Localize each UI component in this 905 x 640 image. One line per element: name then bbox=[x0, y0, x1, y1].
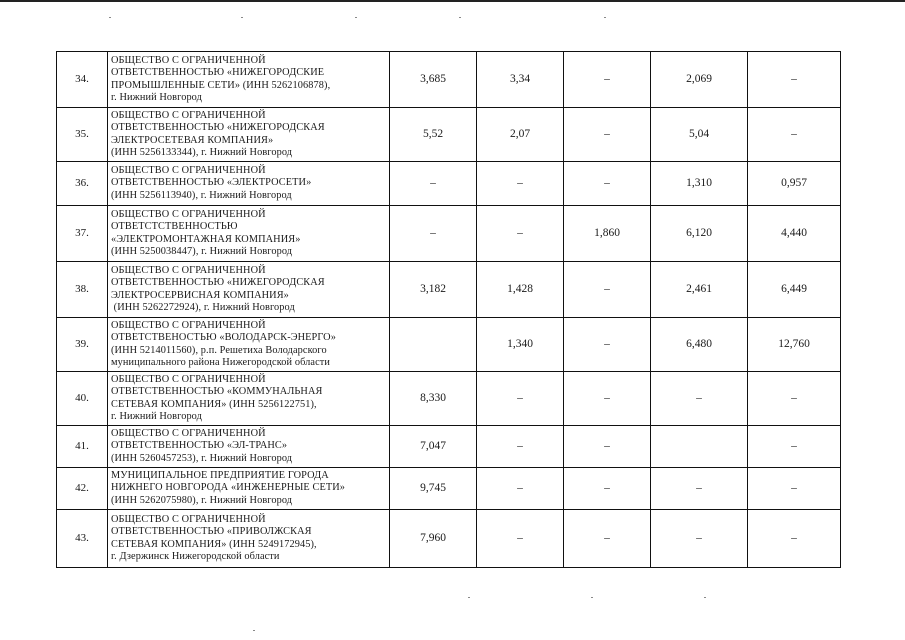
scan-speck bbox=[253, 630, 255, 631]
value-cell-5: 6,449 bbox=[748, 262, 841, 318]
value-cell-2: – bbox=[477, 426, 564, 468]
value-cell-5: – bbox=[748, 52, 841, 108]
value-cell-2: 3,34 bbox=[477, 52, 564, 108]
value-cell-2: 2,07 bbox=[477, 108, 564, 162]
organization-name-line: СЕТЕВАЯ КОМПАНИЯ» (ИНН 5249172945), bbox=[111, 538, 317, 550]
organization-name-line: (ИНН 5262075980), г. Нижний Новгород bbox=[111, 494, 293, 506]
scan-speck bbox=[241, 17, 243, 18]
scan-speck bbox=[109, 17, 111, 18]
value-cell-4: 1,310 bbox=[651, 162, 748, 206]
value-cell-1: 5,52 bbox=[390, 108, 477, 162]
organization-name-line: ОТВЕТСТВЕННОСТЬЮ «ЭЛЕКТРОСЕТИ» bbox=[111, 177, 312, 189]
value-cell-1 bbox=[390, 318, 477, 372]
page-top-border bbox=[0, 0, 905, 2]
value-cell-3: – bbox=[564, 468, 651, 510]
organization-name-line: ОТВЕТСТВЕННОСТЬЮ «КОММУНАЛЬНАЯ bbox=[111, 386, 323, 398]
value-cell-4 bbox=[651, 426, 748, 468]
organization-name-line: ОТВЕТСТСТВЕННОСТЬЮ bbox=[111, 221, 238, 233]
organization-name bbox=[108, 468, 390, 510]
row-number: 37. bbox=[57, 206, 108, 262]
organization-name-line: ОБЩЕСТВО С ОГРАНИЧЕННОЙ bbox=[111, 165, 266, 177]
row-number: 43. bbox=[57, 510, 108, 568]
value-cell-1: 8,330 bbox=[390, 372, 477, 426]
value-cell-5: 0,957 bbox=[748, 162, 841, 206]
organization-name bbox=[108, 162, 390, 206]
organization-name-line: ОБЩЕСТВО С ОГРАНИЧЕННОЙ bbox=[111, 374, 266, 386]
organization-name-line: ОБЩЕСТВО С ОГРАНИЧЕННОЙ bbox=[111, 265, 266, 277]
value-cell-2: 1,340 bbox=[477, 318, 564, 372]
value-cell-1: 9,745 bbox=[390, 468, 477, 510]
value-cell-5: 4,440 bbox=[748, 206, 841, 262]
organization-name-line: ЭЛЕКТРОСЕТЕВАЯ КОМПАНИЯ» bbox=[111, 134, 274, 146]
organization-name-line: г. Дзержинск Нижегородской области bbox=[111, 550, 280, 562]
value-cell-4: 6,120 bbox=[651, 206, 748, 262]
value-cell-3: – bbox=[564, 426, 651, 468]
organization-name-line: НИЖНЕГО НОВГОРОДА «ИНЖЕНЕРНЫЕ СЕТИ» bbox=[111, 482, 346, 494]
organization-name-line: ЭЛЕКТРОСЕРВИСНАЯ КОМПАНИЯ» bbox=[111, 289, 289, 301]
value-cell-3: – bbox=[564, 108, 651, 162]
value-cell-5: 12,760 bbox=[748, 318, 841, 372]
value-cell-1: 7,047 bbox=[390, 426, 477, 468]
organization-name-line: ОБЩЕСТВО С ОГРАНИЧЕННОЙ bbox=[111, 55, 266, 67]
value-cell-2: – bbox=[477, 162, 564, 206]
table-row bbox=[57, 426, 841, 468]
value-cell-5: – bbox=[748, 468, 841, 510]
value-cell-3: – bbox=[564, 162, 651, 206]
organization-name bbox=[108, 318, 390, 372]
scan-speck bbox=[704, 597, 706, 598]
table-row bbox=[57, 162, 841, 206]
row-number: 40. bbox=[57, 372, 108, 426]
table-row bbox=[57, 318, 841, 372]
scan-speck bbox=[459, 17, 461, 18]
value-cell-4: – bbox=[651, 372, 748, 426]
organization-name-line: МУНИЦИПАЛЬНОЕ ПРЕДПРИЯТИЕ ГОРОДА bbox=[111, 470, 329, 482]
organization-name-line: ОТВЕТСТВЕННОСТЬЮ «НИЖЕГОРОДСКИЕ bbox=[111, 67, 325, 79]
value-cell-2: – bbox=[477, 468, 564, 510]
organization-name-line: «ЭЛЕКТРОМОНТАЖНАЯ КОМПАНИЯ» bbox=[111, 233, 301, 245]
organization-name bbox=[108, 510, 390, 568]
value-cell-4: 2,461 bbox=[651, 262, 748, 318]
organization-name-line: ОТВЕТСТВЕННОСТЬЮ «НИЖЕГОРОДСКАЯ bbox=[111, 277, 325, 289]
organization-name-line: ОТВЕТСТВЕННОСТЬЮ «НИЖЕГОРОДСКАЯ bbox=[111, 122, 325, 134]
scan-speck bbox=[604, 17, 606, 18]
organization-name-line: (ИНН 5260457253), г. Нижний Новгород bbox=[111, 452, 293, 464]
row-number: 41. bbox=[57, 426, 108, 468]
table-row bbox=[57, 468, 841, 510]
organization-name bbox=[108, 52, 390, 108]
table-row bbox=[57, 262, 841, 318]
value-cell-5: – bbox=[748, 510, 841, 568]
organization-name bbox=[108, 372, 390, 426]
value-cell-3: – bbox=[564, 372, 651, 426]
organization-name-line: ОБЩЕСТВО С ОГРАНИЧЕННОЙ bbox=[111, 110, 266, 122]
organization-name bbox=[108, 108, 390, 162]
organization-name-line: (ИНН 5250038447), г. Нижний Новгород bbox=[111, 245, 293, 257]
organization-name-line: г. Нижний Новгород bbox=[111, 91, 202, 103]
organization-name bbox=[108, 262, 390, 318]
organization-name-line: ОБЩЕСТВО С ОГРАНИЧЕННОЙ bbox=[111, 209, 266, 221]
organizations-table bbox=[56, 51, 841, 568]
row-number: 36. bbox=[57, 162, 108, 206]
organization-name-line: (ИНН 5256113940), г. Нижний Новгород bbox=[111, 189, 292, 201]
value-cell-2: – bbox=[477, 510, 564, 568]
row-number: 39. bbox=[57, 318, 108, 372]
scan-speck bbox=[591, 597, 593, 598]
organization-name-line: ОТВЕТСТВЕНОСТЬЮ «ВОЛОДАРСК-ЭНЕРГО» bbox=[111, 332, 336, 344]
value-cell-3: – bbox=[564, 318, 651, 372]
value-cell-1: 3,685 bbox=[390, 52, 477, 108]
organization-name-line: (ИНН 5262272924), г. Нижний Новгород bbox=[111, 301, 295, 313]
table-row bbox=[57, 206, 841, 262]
value-cell-3: – bbox=[564, 262, 651, 318]
value-cell-2: – bbox=[477, 206, 564, 262]
value-cell-5: – bbox=[748, 108, 841, 162]
table-row bbox=[57, 372, 841, 426]
organization-name-line: муниципального района Нижегородской области bbox=[111, 356, 330, 368]
organization-name-line: СЕТЕВАЯ КОМПАНИЯ» (ИНН 5256122751), bbox=[111, 398, 317, 410]
organization-name-line: (ИНН 5214011560), р.п. Решетиха Володарского bbox=[111, 344, 327, 356]
row-number: 35. bbox=[57, 108, 108, 162]
table-row bbox=[57, 52, 841, 108]
value-cell-4: 2,069 bbox=[651, 52, 748, 108]
organization-name-line: ОБЩЕСТВО С ОГРАНИЧЕННОЙ bbox=[111, 320, 266, 332]
table-body bbox=[57, 52, 841, 568]
value-cell-3: 1,860 bbox=[564, 206, 651, 262]
value-cell-5: – bbox=[748, 372, 841, 426]
organization-name-line: г. Нижний Новгород bbox=[111, 410, 202, 422]
organization-name bbox=[108, 206, 390, 262]
row-number: 38. bbox=[57, 262, 108, 318]
value-cell-4: 6,480 bbox=[651, 318, 748, 372]
organization-name-line: ОБЩЕСТВО С ОГРАНИЧЕННОЙ bbox=[111, 514, 266, 526]
value-cell-4: – bbox=[651, 510, 748, 568]
organization-name-line: ОТВЕТСТВЕННОСТЬЮ «ЭЛ-ТРАНС» bbox=[111, 440, 288, 452]
value-cell-1: – bbox=[390, 206, 477, 262]
value-cell-2: – bbox=[477, 372, 564, 426]
organization-name-line: ОБЩЕСТВО С ОГРАНИЧЕННОЙ bbox=[111, 428, 266, 440]
scan-speck bbox=[355, 17, 357, 18]
value-cell-1: 3,182 bbox=[390, 262, 477, 318]
table-row bbox=[57, 510, 841, 568]
organization-name-line: ПРОМЫШЛЕННЫЕ СЕТИ» (ИНН 5262106878), bbox=[111, 79, 331, 91]
value-cell-3: – bbox=[564, 510, 651, 568]
table-row bbox=[57, 108, 841, 162]
row-number: 34. bbox=[57, 52, 108, 108]
organization-name bbox=[108, 426, 390, 468]
value-cell-2: 1,428 bbox=[477, 262, 564, 318]
organization-name-line: (ИНН 5256133344), г. Нижний Новгород bbox=[111, 146, 293, 158]
organization-name-line: ОТВЕТСТВЕННОСТЬЮ «ПРИВОЛЖСКАЯ bbox=[111, 526, 312, 538]
value-cell-4: – bbox=[651, 468, 748, 510]
value-cell-4: 5,04 bbox=[651, 108, 748, 162]
row-number: 42. bbox=[57, 468, 108, 510]
value-cell-3: – bbox=[564, 52, 651, 108]
value-cell-1: – bbox=[390, 162, 477, 206]
value-cell-1: 7,960 bbox=[390, 510, 477, 568]
scan-speck bbox=[468, 597, 470, 598]
value-cell-5: – bbox=[748, 426, 841, 468]
